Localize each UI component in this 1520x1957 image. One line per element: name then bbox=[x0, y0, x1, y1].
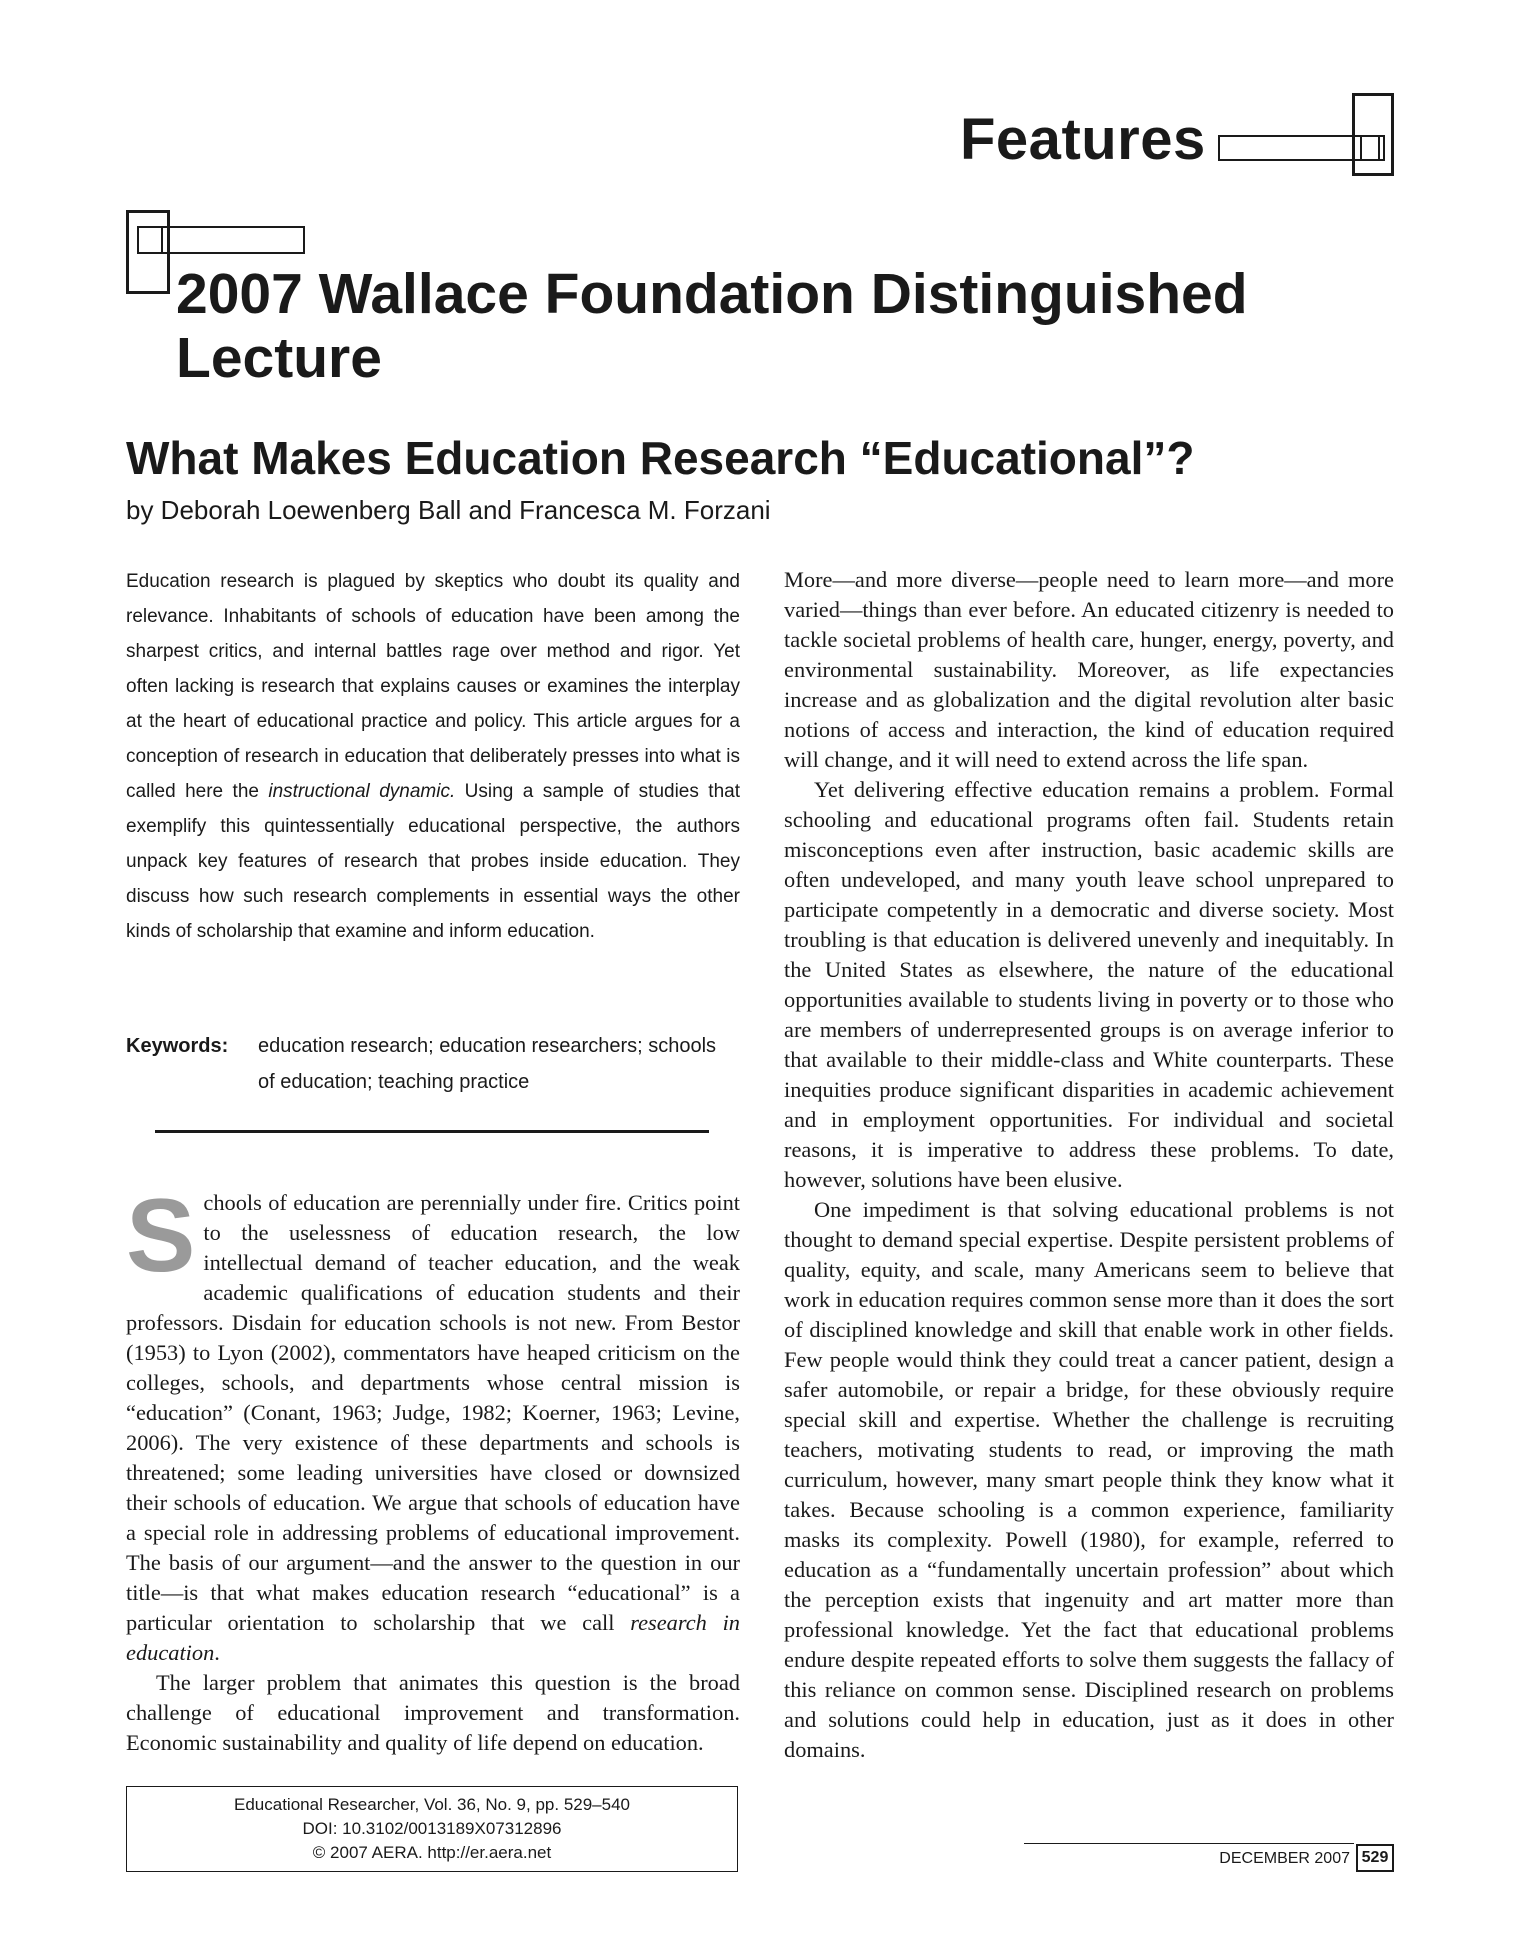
body-paragraph bbox=[126, 1178, 741, 1668]
citation-box bbox=[126, 1786, 738, 1872]
drop-cap: S bbox=[126, 1178, 196, 1294]
citation-copyright: © 2007 AERA. http://er.aera.net bbox=[312, 1843, 552, 1862]
body-right-column bbox=[784, 565, 1394, 1765]
abstract-italic-term: instructional dynamic. bbox=[268, 781, 456, 802]
body-left-column bbox=[126, 1178, 741, 1758]
byline: by Deborah Loewenberg Ball and Francesca M. Forzani bbox=[126, 495, 771, 525]
body-paragraph: Yet delivering effective education remains a problem. Formal schooling and educational programs often fail. Students retain misconceptions even after instruction, basic academic skills are often undeveloped, and many youth leave school unprepared to participate competently in a democratic and diverse society. Most troubling is that education is delivered unevenly and inequitably. In the United States as elsewhere, the nature of the educational opportunities available to students living in poverty or to those who are members of underrepresented groups is on average inferior to that available to their middle-class and White counterparts. These inequities produce significant disparities in academic achievement and in employment opportunities. For individual and societal reasons, it is imperative to address these problems. To date, however, solutions have been elusive. bbox=[784, 777, 1394, 1192]
body-paragraph: The larger problem that animates this question is the broad challenge of educational improvement and transformation. Economic sustainability and quality of life depend on education. bbox=[126, 1670, 740, 1755]
footer-date: DECEMBER 2007 bbox=[1219, 1850, 1350, 1867]
abstract-text-after: Using a sample of studies that exemplify this quintessentially educational perspective, the authors unpack key features of research that probes inside education. They discuss how such research complements in essential ways the other kinds of scholarship that examine and inform education. bbox=[126, 781, 740, 942]
abstract-text-before: Education research is plagued by skeptics who doubt its quality and relevance. Inhabitants of schools of education have been among the sharpest critics, and internal battles rage over method and rigor. Yet often lacking is research that explains causes or examines the interplay at the heart of educational practice and policy. This article argues for a conception of research in education that deliberately presses into what is called here the bbox=[126, 571, 740, 802]
body-paragraph: One impediment is that solving educational problems is not thought to demand special expertise. Despite persistent problems of quality, equity, and scale, many Americans seem to believe that work in education requires common sense more than it does the sort of disciplined knowledge and skill that enable work in other fields. Few people would think they could treat a cancer patient, design a safer automobile, or repair a bridge, for these obviously require special skill and expertise. Whether the challenge is recruiting teachers, motivating students to read, or improving the math curriculum, however, many smart people think they know what it takes. Because schooling is a common experience, familiarity masks its complexity. Powell (1980), for example, referred to education as a “fundamentally uncertain profession” about which the perception exists that ingenuity and art matter more than professional knowledge. Yet the fact that educational problems endure despite repeated efforts to solve them suggests the fallacy of this reliance on common sense. Disciplined research on problems and solutions could help in education, just as it does in other domains. bbox=[784, 1197, 1394, 1762]
citation-doi: DOI: 10.3102/0013189X07312896 bbox=[302, 1819, 562, 1838]
section-label: Features bbox=[960, 107, 1206, 172]
body-left-p1-text: chools of education are perennially under fire. Critics point to the uselessness of education research, the low intellectual demand of teacher education, and the weak academic qualifications of education students and their professors. Disdain for education schools is not new. From Bestor (1953) to Lyon (2002), commentators have heaped criticism on the colleges, schools, and departments whose central mission is “education” (Conant, 1963; Judge, 1982; Koerner, 1963; Levine, 2006). The very existence of these departments and schools is threatened; some leading universities have closed or downsized their schools of education. We argue that schools of education have a special role in addressing problems of educational improvement. The basis of our argument—and the answer to the question in our title—is that what makes education research “educational” is a particular orientation to scholarship that we call bbox=[126, 1190, 740, 1635]
body-left-p1-italic: research in education bbox=[126, 1610, 741, 1665]
footer-rule bbox=[1024, 1843, 1354, 1844]
page-number: 529 bbox=[1356, 1844, 1394, 1872]
keywords-label: Keywords: bbox=[126, 1035, 229, 1057]
abstract bbox=[126, 564, 740, 949]
features-decorative-inner-box bbox=[1360, 135, 1385, 161]
lecture-title: 2007 Wallace Foundation Distinguished Lecture bbox=[176, 262, 1248, 390]
body-left-p1-end: . bbox=[214, 1640, 220, 1665]
article-title: What Makes Education Research “Educational”? bbox=[126, 432, 1195, 484]
citation-journal: Educational Researcher, Vol. 36, No. 9, pp. 529–540 bbox=[234, 1795, 630, 1814]
keywords-text: education research; education researchers; schools of education; teaching practice bbox=[258, 1035, 717, 1093]
lecture-decorative-inner-box bbox=[137, 226, 163, 254]
section-divider bbox=[155, 1130, 709, 1133]
body-paragraph: More—and more diverse—people need to learn more—and more varied—things than ever before. An educated citizenry is needed to tackle societal problems of health care, hunger, energy, poverty, and environmental sustainability. Moreover, as life expectancies increase and as globalization and the digital revolution alter basic notions of access and interaction, the kind of education required will change, and it will need to extend across the life span. bbox=[784, 567, 1394, 772]
